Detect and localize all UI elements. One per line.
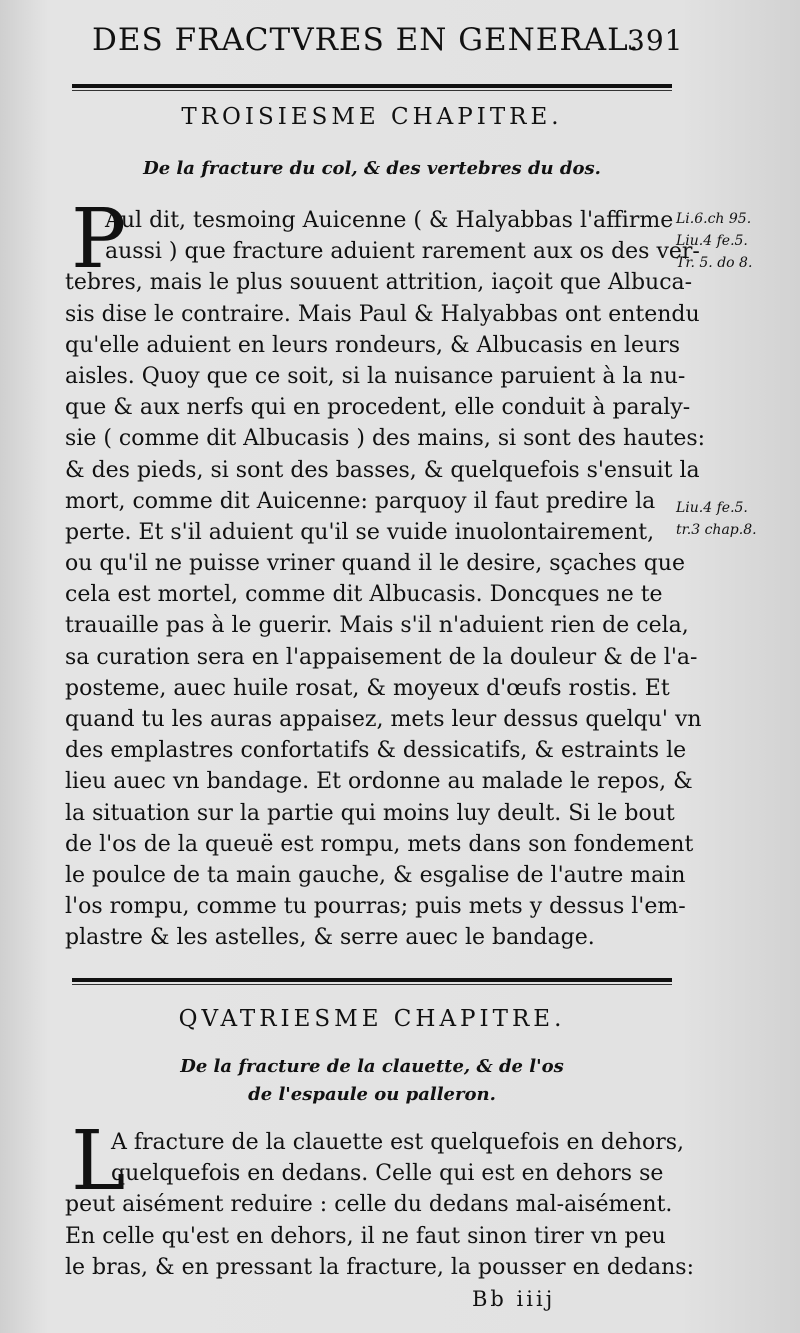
- text-line: de l'os de la queuë est rompu, mets dans son fondement: [65, 831, 694, 857]
- chapter-3-subtitle: De la fracture du col, & des vertebres du dos.: [143, 158, 601, 179]
- text-line: mort, comme dit Auicenne: parquoy il faut predire la: [65, 488, 656, 514]
- header-rule: [72, 84, 672, 91]
- text-line: sis dise le contraire. Mais Paul & Halyabbas ont entendu: [65, 301, 700, 327]
- text-line: aussi ) que fracture aduient rarement aux os des ver-: [105, 239, 700, 265]
- running-head-title: DES FRACTVRES EN GENERAL.: [92, 22, 640, 58]
- drop-cap-p: P: [71, 192, 127, 287]
- text-line: perte. Et s'il aduient qu'il se vuide inuolontairement,: [65, 519, 655, 545]
- text-line: le poulce de ta main gauche, & esgalise de l'autre main: [65, 862, 686, 888]
- chapter-3-body: [65, 192, 706, 954]
- chapter-4-subtitle-line-1: De la fracture de la clauette, & de l'os: [180, 1056, 564, 1077]
- text-line: Aul dit, tesmoing Auicenne ( & Halyabbas l'affirme: [105, 208, 674, 233]
- text-line: quelquefois en dedans. Celle qui est en dehors se: [111, 1161, 664, 1187]
- page-number: 391: [627, 24, 684, 57]
- text-line: peut aisément reduire : celle du dedans mal-aisément.: [65, 1192, 673, 1218]
- text-line: lieu auec vn bandage. Et ordonne au malade le repos, &: [65, 769, 693, 795]
- running-head: [92, 22, 692, 62]
- text-line: qu'elle aduient en leurs rondeurs, & Albucasis en leurs: [65, 332, 681, 358]
- margin-note-line: Liu.4 fe.5.: [676, 500, 748, 516]
- text-line: cela est mortel, comme dit Albucasis. Doncques ne te: [65, 582, 663, 608]
- text-line: quand tu les auras appaisez, mets leur dessus quelqu' vn: [65, 707, 702, 732]
- text-line: En celle qu'est en dehors, il ne faut sinon tirer vn peu: [65, 1223, 666, 1249]
- chapter-3-heading: TROISIESME CHAPITRE.: [181, 104, 563, 130]
- text-line: l'os rompu, comme tu pourras; puis mets y dessus l'em-: [65, 894, 686, 920]
- text-line: la situation sur la partie qui moins luy deult. Si le bout: [65, 800, 675, 826]
- margin-note-line: Li.6.ch 95.: [676, 211, 752, 227]
- text-line: aisles. Quoy que ce soit, si la nuisance paruient à la nu-: [65, 363, 686, 389]
- text-line: A fracture de la clauette est quelquefois en dehors,: [111, 1130, 685, 1155]
- margin-note-2: [676, 497, 800, 541]
- text-line: trauaille pas à le guerir. Mais s'il n'aduient rien de cela,: [65, 613, 689, 639]
- text-line: tebres, mais le plus souuent attrition, iaçoit que Albuca-: [65, 270, 693, 296]
- margin-note-1: [676, 208, 800, 274]
- text-line: ou qu'il ne puisse vriner quand il le desire, sçaches que: [65, 551, 685, 577]
- text-line: & des pieds, si sont des basses, & quelquefois s'ensuit la: [65, 457, 700, 483]
- section-rule: [72, 978, 672, 985]
- margin-note-line: Tr. 5. do 8.: [676, 255, 753, 271]
- chapter-4-subtitle-line-2: de l'espaule ou palleron.: [248, 1084, 496, 1105]
- text-line: que & aux nerfs qui en procedent, elle conduit à paraly-: [65, 395, 691, 421]
- drop-cap-l: L: [71, 1114, 126, 1209]
- chapter-4-heading: QVATRIESME CHAPITRE.: [178, 1006, 566, 1032]
- text-line: sa curation sera en l'appaisement de la douleur & de l'a-: [65, 644, 698, 670]
- text-line: sie ( comme dit Albucasis ) des mains, si sont des hautes:: [65, 426, 706, 452]
- chapter-4-body: [65, 1114, 694, 1283]
- text-line: plastre & les astelles, & serre auec le bandage.: [65, 925, 595, 951]
- text-line: des emplastres confortatifs & dessicatifs, & estraints le: [65, 738, 687, 764]
- margin-note-line: Liu.4 fe.5.: [676, 233, 748, 249]
- text-line: le bras, & en pressant la fracture, la pousser en dedans:: [65, 1254, 694, 1280]
- text-line: posteme, auec huile rosat, & moyeux d'œufs rostis. Et: [65, 675, 670, 701]
- margin-note-line: tr.3 chap.8.: [676, 522, 757, 538]
- signature-mark: Bb iiij: [472, 1287, 556, 1311]
